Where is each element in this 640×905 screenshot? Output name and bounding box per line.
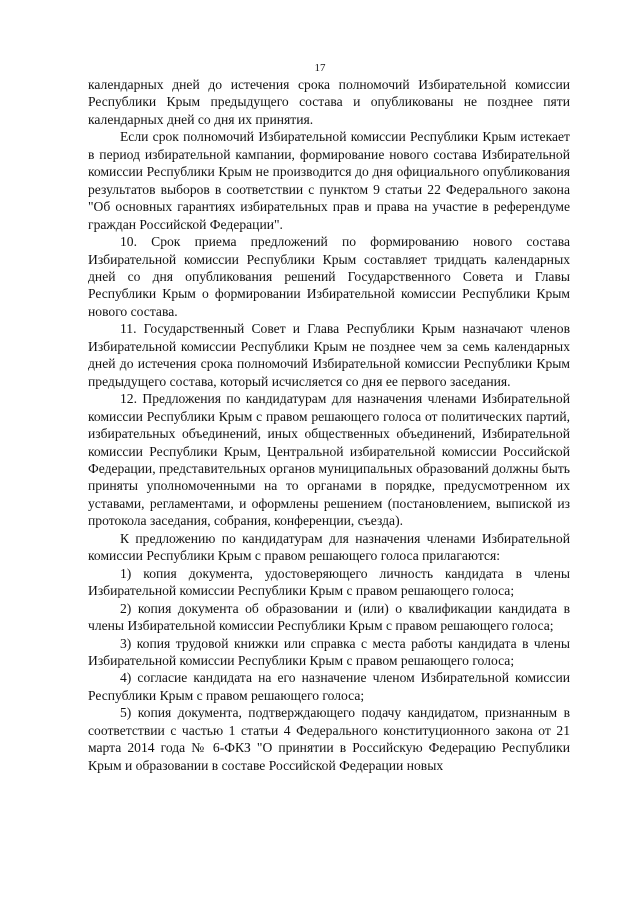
list-item-4: 4) согласие кандидата на его назначение членом Избирательной комиссии Республики Крым с правом решающего голоса;	[88, 670, 570, 703]
paragraph-12: 12. Предложения по кандидатурам для назначения членами Избирательной комиссии Республики Крым с правом решающего голоса от политических партий, избирательных объединений, иных общественных объединений, Избирательной комиссии Республики Крым, Центральной избирательной комиссии Российской Федерации, представительных органов муниципальных образований должны быть приняты уполномоченными на то органами в порядке, предусмотренном их уставами, регламентами, и оформлены решением (постановлением, выпиской из протокола заседания, собрания, конференции, съезда).	[88, 391, 570, 529]
paragraph-term-expiry: Если срок полномочий Избирательной комиссии Республики Крым истекает в период избирательной кампании, формирование нового состава Избирательной комиссии Республики Крым не производится до дня официального опубликования результатов выборов в соответствии с пунктом 9 статьи 22 Федерального закона "Об основных гарантиях избирательных прав и права на участие в референдуме граждан Российской Федерации".	[88, 129, 570, 232]
list-item-2: 2) копия документа об образовании и (или) о квалификации кандидата в члены Избирательной комиссии Республики Крым с правом решающего голоса;	[88, 600, 570, 634]
list-item-1: 1) копия документа, удостоверяющего личность кандидата в члены Избирательной комиссии Республики Крым с правом решающего голоса;	[88, 565, 570, 599]
list-item-5: 5) копия документа, подтверждающего подачу кандидатом, признанным в соответствии с частью 1 статьи 4 Федерального конституционного закона от 21 марта 2014 года № 6-ФКЗ "О принятии в Российскую Федерацию Республики Крым и образовании в составе Российской Федерации новых	[88, 705, 570, 773]
list-item-3: 3) копия трудовой книжки или справка с места работы кандидата в члены Избирательной комиссии Республики Крым с правом решающего голоса;	[88, 635, 570, 668]
paragraph-continuation: календарных дней до истечения срока полномочий Избирательной комиссии Республики Крым предыдущего состава и опубликованы не позднее пяти календарных дней со дня их принятия.	[88, 77, 570, 127]
paragraph-10: 10. Срок приема предложений по формированию нового состава Избирательной комиссии Республики Крым составляет тридцать календарных дней со дня опубликования решений Государственного Совета и Главы Республики Крым о формировании Избирательной комиссии Республики Крым нового состава.	[88, 234, 570, 319]
paragraph-11: 11. Государственный Совет и Глава Республики Крым назначают членов Избирательной комиссии Республики Крым не позднее чем за семь календарных дней до истечения срока полномочий Избирательной комиссии Республики Крым предыдущего состава, который исчисляется со дня ее первого заседания.	[88, 321, 570, 389]
document-body	[88, 76, 570, 774]
paragraph-attachments-intro: К предложению по кандидатурам для назначения членами Избирательной комиссии Республики Крым с правом решающего голоса прилагаются:	[88, 530, 570, 564]
page-number: 17	[314, 62, 326, 74]
